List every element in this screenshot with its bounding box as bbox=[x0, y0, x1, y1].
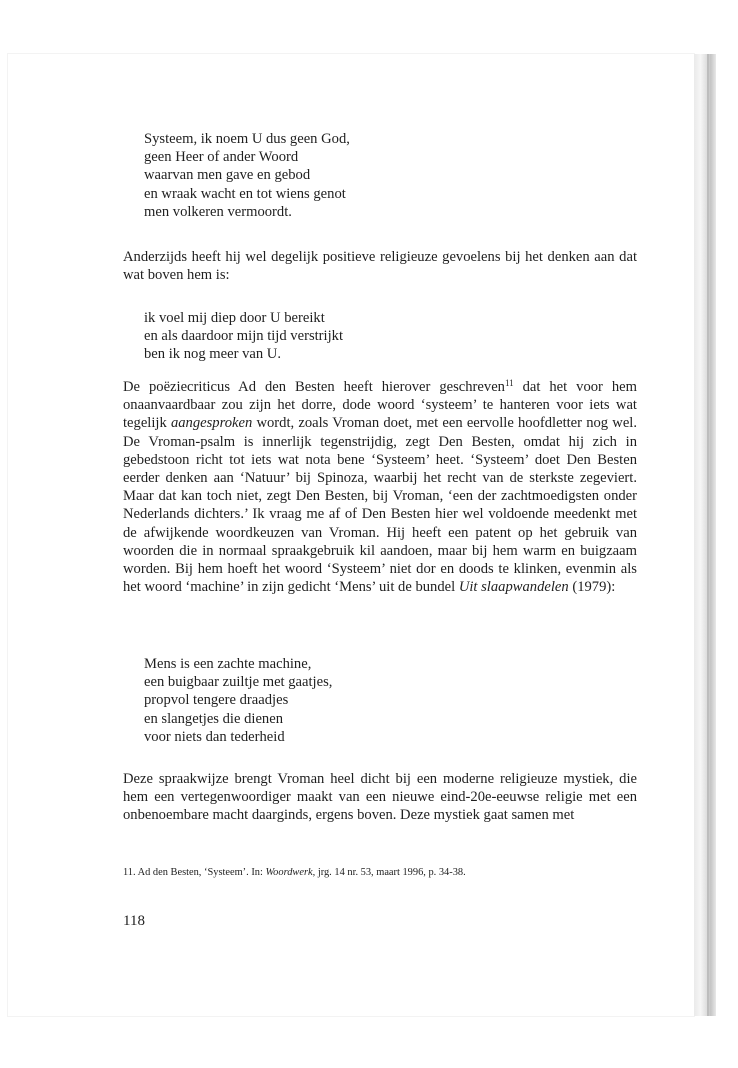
footnote-text: Ad den Besten, ‘Systeem’. In: bbox=[135, 867, 266, 878]
paragraph-3: Deze spraakwijze brengt Vroman heel dicht bij een moderne religieuze mystiek, die hem een vertegenwoordiger maakt van een nieuwe eind-20e-eeuwse religie met een onbenoembare macht daarginds, ergens boven. Deze mystiek gaat samen met bbox=[123, 771, 637, 824]
paragraph-text: wordt, zoals Vroman doet, met een eervolle hoofdletter nog wel. De Vroman-psalm is innerlijk tegenstrijdig, zegt Den Besten, omdat hij zich in gebedstoon richt tot iets wat nota bene ‘Systeem’ heet. ‘Systeem’ doet Den Besten eerder denken aan ‘Natuur’ bij Spinoza, waarbij het recht van de sterkste zegeviert. Maar dat kan toch niet, zegt Den Besten, bij Vroman, ‘een der zachtmoedigsten onder Nederlands dichters.’ Ik vraag me af of Den Besten hier wel voldoende meedenkt met de afwijkende woordkeuzen van Vroman. Hij heeft een patent op het gebruik van woorden die in normaal spraakgebruik kil aandoen, maar bij hem warm en buigzaam worden. Bij hem hoeft het woord ‘Systeem’ niet dor en doods te klinken, evenmin als het woord ‘machine’ in zijn gedicht ‘Mens’ uit de bundel bbox=[123, 415, 637, 596]
poem-line: Systeem, ik noem U dus geen God, bbox=[144, 131, 350, 147]
poem-line: voor niets dan tederheid bbox=[144, 728, 285, 745]
poem-line: ben ik nog meer van U. bbox=[144, 346, 281, 363]
poem-line: Mens is een zachte machine, bbox=[144, 656, 312, 672]
poem-line: en slangetjes die dienen bbox=[144, 710, 283, 727]
paragraph-1: Anderzijds heeft hij wel degelijk positieve religieuze gevoelens bij het denken aan dat wat boven hem is: bbox=[123, 249, 637, 284]
paragraph-text: De poëziecriticus Ad den Besten heeft hierover geschreven bbox=[123, 379, 505, 395]
poem-line: en als daardoor mijn tijd verstrijkt bbox=[144, 328, 343, 345]
poem-stanza-2 bbox=[144, 309, 343, 364]
italic-text: aangesproken bbox=[170, 415, 253, 432]
footnote-text: jrg. 14 nr. 53, maart 1996, p. 34-38. bbox=[315, 867, 466, 878]
page-number: 118 bbox=[123, 913, 145, 929]
poem-line: ik voel mij diep door U bereikt bbox=[144, 310, 325, 326]
poem-line: waarvan men gave en gebod bbox=[144, 167, 311, 184]
footnote bbox=[123, 866, 637, 880]
poem-line: en wraak wacht en tot wiens genot bbox=[144, 185, 346, 202]
poem-line: een buigbaar zuiltje met gaatjes, bbox=[144, 674, 333, 691]
poem-line: men volkeren vermoordt. bbox=[144, 203, 292, 220]
poem-line: geen Heer of ander Woord bbox=[144, 149, 299, 166]
paragraph-text: dat het voor hem onaanvaardbaar zou zijn het dorre, dode woord ‘systeem’ te hanteren voor iets wat tegelijk bbox=[123, 379, 637, 432]
poem-line: propvol tengere draadjes bbox=[144, 692, 289, 709]
paragraph-2 bbox=[123, 378, 637, 596]
footnote-number: 11. bbox=[123, 867, 136, 878]
footnote-reference: 11 bbox=[504, 378, 514, 388]
poem-stanza-1 bbox=[144, 130, 350, 221]
page-edge bbox=[694, 54, 716, 1016]
book-title: Uit slaapwandelen bbox=[458, 579, 569, 596]
poem-stanza-3 bbox=[144, 655, 332, 746]
footnote-source-title: Woordwerk, bbox=[265, 867, 316, 878]
paragraph-text: (1979): bbox=[568, 579, 616, 596]
